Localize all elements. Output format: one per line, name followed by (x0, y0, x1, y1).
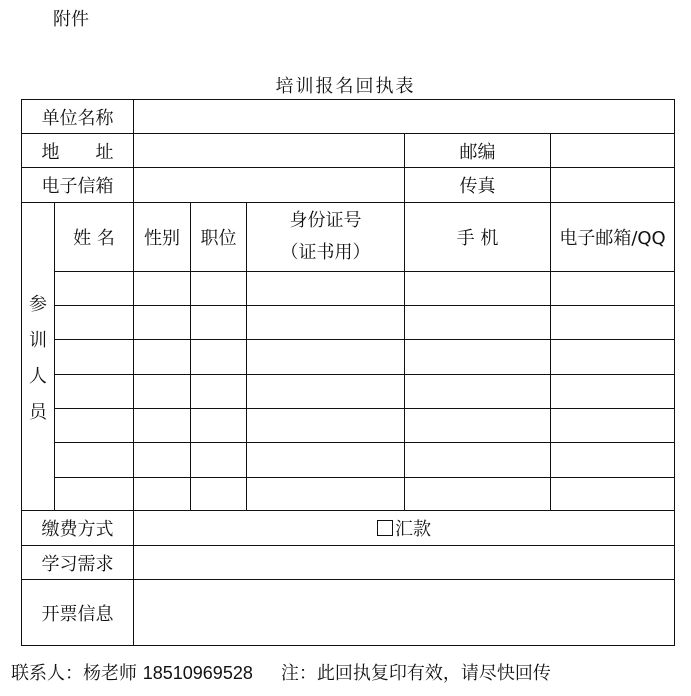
contact-label: 联系人：杨老师 (11, 663, 143, 684)
participants-label (22, 203, 55, 511)
participant-cell[interactable] (405, 409, 551, 443)
participant-cell[interactable] (247, 409, 405, 443)
participant-row (22, 306, 675, 340)
participant-row (22, 340, 675, 375)
col-header-id-number (247, 203, 405, 272)
fax-field[interactable] (551, 168, 675, 203)
remittance-option-label: 汇款 (395, 519, 432, 540)
participant-row (22, 478, 675, 511)
participant-cell[interactable] (551, 443, 675, 478)
participant-cell[interactable] (191, 272, 247, 306)
participant-cell[interactable] (55, 375, 134, 409)
col-header-name: 姓 名 (55, 203, 134, 272)
participant-cell[interactable] (55, 272, 134, 306)
unit-name-label: 单位名称 (22, 100, 134, 134)
participant-cell[interactable] (55, 409, 134, 443)
email-label: 电子信箱 (22, 168, 134, 203)
participant-cell[interactable] (551, 340, 675, 375)
footer (11, 659, 551, 685)
participant-cell[interactable] (191, 340, 247, 375)
participant-cell[interactable] (405, 272, 551, 306)
form-title: 培训报名回执表 (275, 76, 416, 97)
participant-cell[interactable] (551, 478, 675, 511)
registration-form (21, 99, 675, 646)
participant-cell[interactable] (134, 340, 191, 375)
postcode-field[interactable] (551, 134, 675, 168)
payment-method-label: 缴费方式 (22, 511, 134, 546)
participant-cell[interactable] (247, 443, 405, 478)
participant-cell[interactable] (55, 306, 134, 340)
participants-char: 人 (29, 365, 47, 387)
invoice-info-field[interactable] (134, 580, 675, 646)
participant-row (22, 409, 675, 443)
participant-cell[interactable] (134, 306, 191, 340)
col-header-email-qq: 电子邮箱/QQ (551, 203, 675, 272)
address-field[interactable] (134, 134, 405, 168)
invoice-info-label: 开票信息 (22, 580, 134, 646)
participant-row (22, 443, 675, 478)
participant-cell[interactable] (247, 306, 405, 340)
payment-method-options (134, 511, 675, 546)
email-field[interactable] (134, 168, 405, 203)
participant-cell[interactable] (134, 478, 191, 511)
participant-cell[interactable] (551, 375, 675, 409)
participant-cell[interactable] (551, 272, 675, 306)
participant-cell[interactable] (405, 340, 551, 375)
study-needs-field[interactable] (134, 546, 675, 580)
participant-cell[interactable] (247, 375, 405, 409)
address-label: 地 址 (22, 134, 134, 168)
participant-cell[interactable] (191, 306, 247, 340)
col-header-position: 职位 (191, 203, 247, 272)
participant-cell[interactable] (134, 409, 191, 443)
footer-note: 注：此回执复印有效，请尽快回传 (280, 663, 551, 684)
participant-cell[interactable] (405, 306, 551, 340)
participant-cell[interactable] (551, 306, 675, 340)
participants-char: 员 (29, 401, 47, 423)
contact-phone: 18510969528 (142, 663, 253, 683)
attachment-label: 附件 (53, 9, 89, 30)
unit-name-field[interactable] (134, 100, 675, 134)
col-header-gender: 性别 (134, 203, 191, 272)
participant-cell[interactable] (191, 443, 247, 478)
postcode-label: 邮编 (405, 134, 551, 168)
participant-cell[interactable] (55, 340, 134, 375)
participant-row (22, 375, 675, 409)
participant-cell[interactable] (191, 409, 247, 443)
participant-cell[interactable] (405, 478, 551, 511)
participant-cell[interactable] (191, 375, 247, 409)
participant-cell[interactable] (55, 478, 134, 511)
participant-cell[interactable] (247, 340, 405, 375)
participant-row (22, 272, 675, 306)
participant-cell[interactable] (247, 478, 405, 511)
participant-cell[interactable] (551, 409, 675, 443)
col-header-mobile: 手 机 (405, 203, 551, 272)
participant-cell[interactable] (55, 443, 134, 478)
participant-cell[interactable] (134, 272, 191, 306)
participant-cell[interactable] (247, 272, 405, 306)
participant-cell[interactable] (191, 478, 247, 511)
study-needs-label: 学习需求 (22, 546, 134, 580)
participant-cell[interactable] (405, 375, 551, 409)
participant-cell[interactable] (134, 443, 191, 478)
participants-char: 参 (29, 293, 47, 315)
id-number-note: （证书用） (280, 242, 371, 263)
id-number-label: 身份证号 (289, 210, 362, 231)
participant-cell[interactable] (405, 443, 551, 478)
participants-char: 训 (29, 329, 47, 351)
remittance-checkbox[interactable] (377, 520, 393, 536)
fax-label: 传真 (405, 168, 551, 203)
participant-cell[interactable] (134, 375, 191, 409)
